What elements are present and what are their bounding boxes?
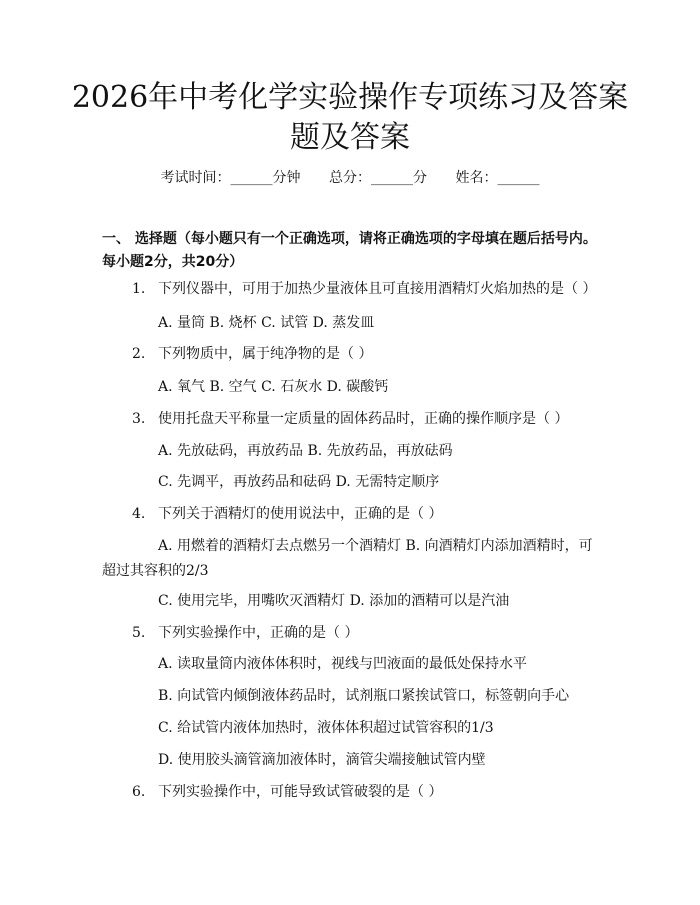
question-4 xyxy=(132,504,442,524)
question-5-option-d: D. 使用胶头滴管滴加液体时，滴管尖端接触试管内壁 xyxy=(158,752,486,768)
question-4-options-cd: C. 使用完毕，用嘴吹灭酒精灯 D. 添加的酒精可以是汽油 xyxy=(158,593,510,609)
exam-score-field: 总分：______分 xyxy=(329,170,427,186)
question-2-options: A. 氧气 B. 空气 C. 石灰水 D. 碳酸钙 xyxy=(158,379,389,395)
question-2 xyxy=(132,344,372,364)
question-text: 下列物质中，属于纯净物的是（ ） xyxy=(158,346,373,362)
question-text: 下列关于酒精灯的使用说法中，正确的是（ ） xyxy=(158,506,443,522)
question-text: 下列实验操作中，可能导致试管破裂的是（ ） xyxy=(158,784,443,800)
question-number: 1. xyxy=(132,281,146,297)
question-1-options: A. 量筒 B. 烧杯 C. 试管 D. 蒸发皿 xyxy=(158,315,375,331)
question-1 xyxy=(132,279,596,299)
question-5-option-a: A. 读取量筒内液体体积时，视线与凹液面的最低处保持水平 xyxy=(158,656,528,672)
question-4-options-ab: A. 用燃着的酒精灯去点燃另一个酒精灯 B. 向酒精灯内添加酒精时，可超过其容积的2/3 xyxy=(102,538,593,579)
question-number: 4. xyxy=(132,506,146,522)
question-number: 3. xyxy=(132,411,146,427)
question-number: 2. xyxy=(132,346,146,362)
question-text: 下列实验操作中，正确的是（ ） xyxy=(158,625,359,641)
exam-name-field: 姓名：______ xyxy=(455,170,540,186)
question-5 xyxy=(132,623,358,643)
question-text: 下列仪器中，可用于加热少量液体且可直接用酒精灯火焰加热的是（ ） xyxy=(158,281,597,297)
question-3-options-cd: C. 先调平，再放药品和砝码 D. 无需特定顺序 xyxy=(158,474,440,490)
question-number: 5. xyxy=(132,625,146,641)
question-text: 使用托盘天平称量一定质量的固体药品时，正确的操作顺序是（ ） xyxy=(158,411,569,427)
question-5-option-b: B. 向试管内倾倒液体药品时，试剂瓶口紧挨试管口，标签朝向手心 xyxy=(158,688,570,704)
exam-info xyxy=(0,168,700,188)
question-3-options-ab: A. 先放砝码，再放药品 B. 先放药品，再放砝码 xyxy=(158,443,453,459)
section-header: 一、 选择题（每小题只有一个正确选项，请将正确选项的字母填在题后括号内。每小题2分，共20分） xyxy=(102,231,597,270)
question-6 xyxy=(132,782,442,802)
question-5-option-c: C. 给试管内液体加热时，液体体积超过试管容积的1/3 xyxy=(158,720,494,736)
page-title: 2026年中考化学实验操作专项练习及答案题及答案 xyxy=(71,80,629,155)
question-number: 6. xyxy=(132,784,146,800)
question-3 xyxy=(132,409,568,429)
exam-time-field: 考试时间：______分钟 xyxy=(160,170,301,186)
